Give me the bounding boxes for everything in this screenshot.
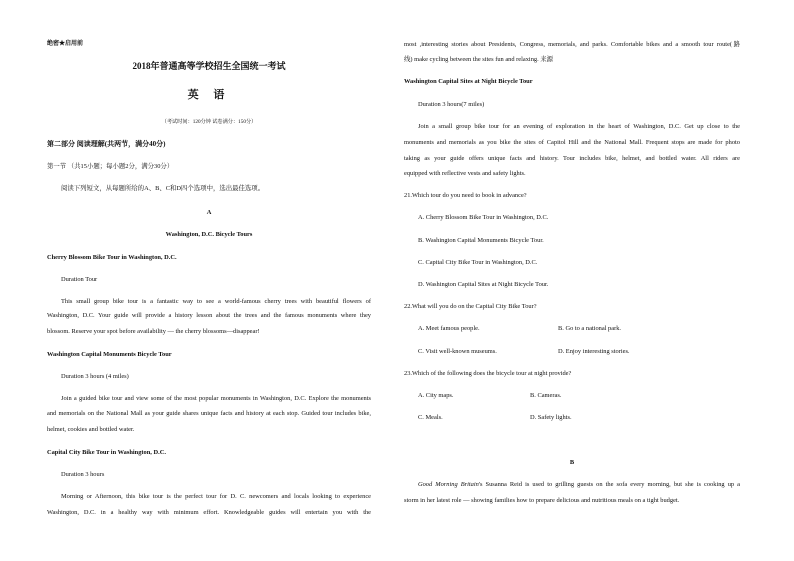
q22-option-d: D. Enjoy interesting stories. (558, 348, 630, 355)
continued-line-1: most ,interesting stories about Presidents, Congress, memorials, and parks. Comfortable bikes and a smooth tour route(路 (404, 41, 740, 48)
tour2-duration: Duration 3 hours (4 miles) (61, 373, 129, 380)
instruction-text: 阅读下列短文，从每题所给的A、B、C和D四个选项中，选出最佳选项。 (61, 185, 265, 192)
q22-option-b: B. Go to a national park. (558, 325, 622, 332)
question-23: 23.Which of the following does the bicycle tour at night provide? (404, 370, 572, 377)
subject-title: 英 语 (187, 89, 231, 101)
tour3-duration: Duration 3 hours (61, 471, 105, 478)
passage-a-title: Washington, D.C. Bicycle Tours (165, 231, 253, 238)
q21-option-c: C. Capital City Bike Tour in Washington, D.C. (418, 259, 538, 266)
tour4-line-2: monuments and memorials as you bike the sites of Capitol Hill and the National Mall. Frequent stops are made for photo (404, 139, 740, 146)
part-heading: 第二部分 阅读理解(共两节，满分40分) (47, 140, 166, 148)
q22-option-a: A. Meet famous people. (418, 325, 480, 332)
tour2-title: Washington Capital Monuments Bicycle Tour (47, 351, 172, 358)
exam-title: 2018年普通高等学校招生全国统一考试 (132, 61, 286, 71)
passage-b-line-1 (418, 481, 740, 489)
secret-label: 绝密★启用前 (47, 41, 84, 47)
question-21: 21.Which tour do you need to book in advance? (404, 192, 527, 199)
q23-option-d: D. Safety lights. (530, 414, 572, 421)
tour3-line-2: Washington, D.C. in a healthy way with minimum effort. Knowledgeable guides will entertain you with the (47, 509, 371, 516)
tour4-line-1: Join a small group bike tour for an evening of exploration in the heart of Washington, D.C. Get up close to the (418, 123, 740, 130)
q23-option-b: B. Cameras. (530, 392, 562, 399)
q21-option-b: B. Washington Capital Monuments Bicycle Tour. (418, 237, 544, 244)
continued-line-2: 线) make cycling between the sites fun and relaxing. 来源 (404, 56, 554, 63)
tour2-line-3: helmet, cookies and bottled water. (47, 426, 135, 433)
tour1-line-2: Washington, D.C. Your guide will provide a history lesson about the trees and the famous monuments where they (47, 312, 371, 319)
tour4-line-3: taking as your guide offers unique facts and history. Tour includes bike, helmet, and bottled water. All riders are (404, 155, 740, 162)
passage-a-label: A (206, 209, 212, 216)
passage-b-line-1-rest: 's Susanna Reid is used to grilling guests on the sofa every morning, but she is cooking up a (478, 481, 740, 488)
tour4-line-4: equipped with reflective vests and safety lights. (404, 170, 526, 177)
tour2-line-1: Join a guided bike tour and view some of the most popular monuments in Washington, D.C. Explore the monuments (61, 395, 371, 402)
q21-option-d: D. Washington Capital Sites at Night Bicycle Tour. (418, 281, 549, 288)
q23-option-a: A. City maps. (418, 392, 454, 399)
show-name: Good Morning Britain (418, 481, 479, 488)
passage-b-label: B (569, 459, 575, 466)
exam-info: （考试时间：120分钟 试卷满分：150分） (161, 119, 257, 125)
section-heading: 第一节 （共15小题；每小题2分，满分30分） (47, 163, 174, 170)
tour2-line-2: and memorials on the National Mall as your guide shares unique facts and history at each stop. Guided tour includes bike, (47, 410, 371, 417)
tour1-title: Cherry Blossom Bike Tour in Washington, D.C. (47, 254, 177, 261)
tour3-title: Capital City Bike Tour in Washington, D.C. (47, 449, 166, 456)
question-22: 22.What will you do on the Capital City Bike Tour? (404, 303, 537, 310)
tour4-title: Washington Capital Sites at Night Bicycle Tour (404, 78, 533, 85)
tour4-duration: Duration 3 hours(7 miles) (418, 101, 485, 108)
tour1-duration: Duration Tour (61, 276, 98, 283)
tour1-line-1: This small group bike tour is a fantastic way to see a world-famous cherry trees with beautiful flowers of (61, 298, 371, 305)
q21-option-a: A. Cherry Blossom Bike Tour in Washington, D.C. (418, 214, 549, 221)
q22-option-c: C. Visit well-known museums. (418, 348, 497, 355)
passage-b-line-2: storm in her latest role — showing families how to prepare delicious and nutritious meals on a tight budget. (404, 497, 680, 504)
tour1-line-3: blossom. Reserve your spot before availability — the cherry blossoms—disappear! (47, 328, 260, 335)
q23-option-c: C. Meals. (418, 414, 443, 421)
tour3-line-1: Morning or Afternoon, this bike tour is the perfect tour for D. C. newcomers and locals looking to experience (61, 493, 371, 500)
